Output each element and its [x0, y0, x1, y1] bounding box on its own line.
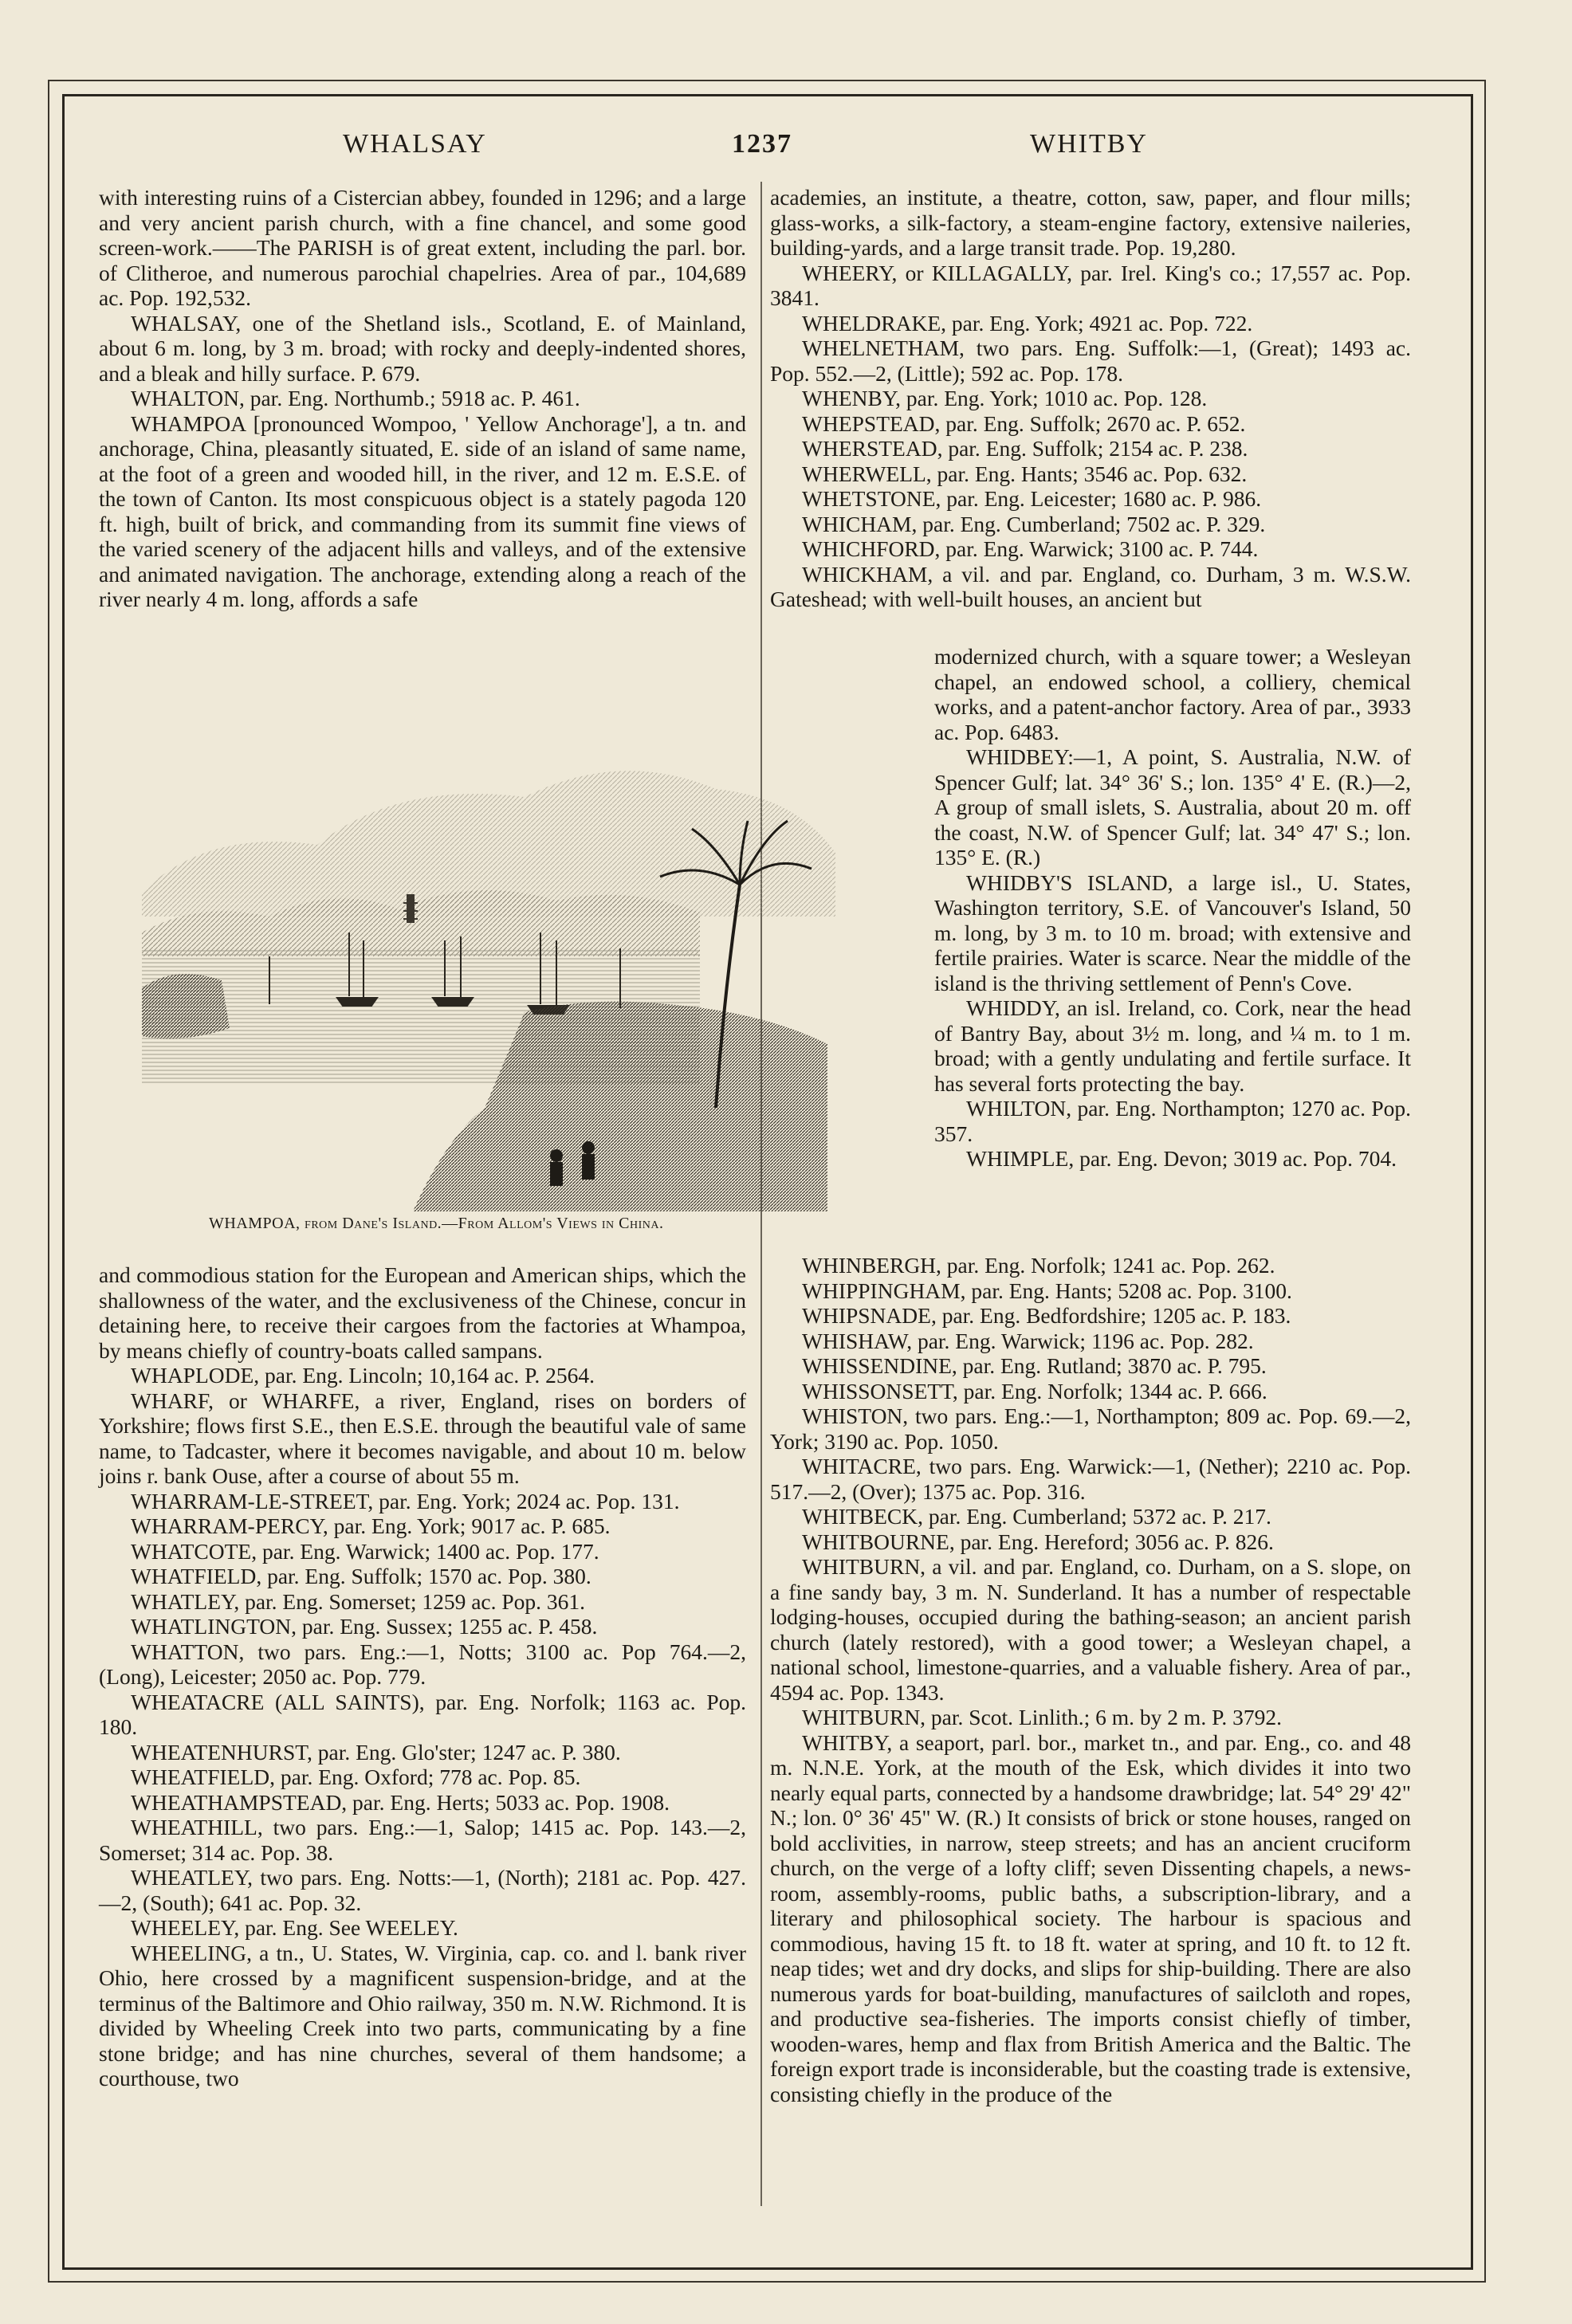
entry-whetstone: WHETSTONE, par. Eng. Leicester; 1680 ac. P. 986. — [802, 486, 1262, 511]
entry-whatley: WHATLEY, par. Eng. Somerset; 1259 ac. Pop. 361. — [131, 1588, 586, 1614]
entry-paragraph: academies, an institute, a theatre, cotton, saw, paper, and flour mills; glass-works, a silk-factory, a steam-engine factory, extensive naileries, building-yards, and a large transit trade. Pop. 19,280. — [770, 185, 1411, 260]
entry-wharram-percy: WHARRAM-PERCY, par. Eng. York; 9017 ac. P. 685. — [131, 1513, 611, 1538]
entry-whichford: WHICHFORD, par. Eng. Warwick; 3100 ac. P. 744. — [802, 536, 1259, 561]
entry-whitacre: WHITACRE, two pars. Eng. Warwick:—1, (Nether); 2210 ac. Pop. 517.—2, (Over); 1375 ac. Pop. 316. — [770, 1454, 1411, 1504]
entry-whelnetham: WHELNETHAM, two pars. Eng. Suffolk:—1, (Great); 1493 ac. Pop. 552.—2, (Little); 592 ac. Pop. 178. — [770, 336, 1411, 386]
entry-whampoa: WHAMPOA [pronounced Wompoo, ' Yellow Anchorage'], a tn. and anchorage, China, pleasantly situated, E. side of an island of same name, at the foot of a green and wooded hill, in the river, and 12 m. E.S.E. of the town of Canton. Its most conspicuous object is a stately pagoda 120 ft. high, built of brick, and commanding from its summit fine views of the varied scenery of the adjacent hills and valleys, and of the extensive and animated navigation. The anchorage, extending along a reach of the river nearly 4 m. long, affords a safe — [99, 410, 746, 611]
entry-whishaw: WHISHAW, par. Eng. Warwick; 1196 ac. Pop. 282. — [802, 1328, 1254, 1353]
entry-paragraph: modernized church, with a square tower; a Wesleyan chapel, an endowed school, a colliery, chemical works, and a patent-anchor factory. Area of par., 3933 ac. Pop. 6483. — [934, 644, 1411, 744]
whampoa-engraving — [110, 693, 875, 1211]
entry-whissonsett: WHISSONSETT, par. Eng. Norfolk; 1344 ac. P. 666. — [802, 1378, 1267, 1403]
entry-wheatacre: WHEATACRE (ALL SAINTS), par. Eng. Norfolk; 1163 ac. Pop. 180. — [99, 1689, 746, 1739]
entry-whilton: WHILTON, par. Eng. Northampton; 1270 ac. Pop. 357. — [934, 1096, 1411, 1146]
entry-wharf: WHARF, or WHARFE, a river, England, rises on borders of Yorkshire; flows first S.E., then E.S.E. through the beautiful vale of same name, to Tadcaster, where it becomes navigable, and about 10 m. below joins r. bank Ouse, after a course of about 55 m. — [99, 1388, 746, 1488]
running-header — [0, 121, 1572, 169]
entry-whatton: WHATTON, two pars. Eng.:—1, Notts; 3100 ac. Pop 764.—2, (Long), Leicester; 2050 ac. Pop. 779. — [99, 1639, 746, 1689]
header-left-guideword: WHALSAY — [343, 129, 487, 159]
entry-whiddy: WHIDDY, an isl. Ireland, co. Cork, near the head of Bantry Bay, about 3½ m. long, and ¼ m. to 1 m. broad; with a gently undulating and fertile surface. It has several forts protecting the bay. — [934, 995, 1411, 1096]
entry-wheldrake: WHELDRAKE, par. Eng. York; 4921 ac. Pop. 722. — [802, 310, 1253, 336]
entry-wheeling: WHEELING, a tn., U. States, W. Virginia, cap. co. and l. bank river Ohio, here crossed by a magnificent suspension-bridge, and at the terminus of the Baltimore and Ohio railway, 350 m. N.W. Richmond. It is divided by Wheeling Creek into two parts, communicating by a fine stone bridge; and has nine churches, several of them handsome; a courthouse, two — [99, 1940, 746, 2090]
right-column-narrow — [934, 644, 1411, 1172]
entry-whenby: WHENBY, par. Eng. York; 1010 ac. Pop. 128. — [802, 386, 1208, 410]
entry-wheeley: WHEELEY, par. Eng. See WEELEY. — [131, 1915, 458, 1940]
illustration-caption: WHAMPOA, from Dane's Island.—From Allom's Views in China. — [209, 1215, 664, 1232]
entry-whalsay: WHALSAY, one of the Shetland isls., Scotland, E. of Mainland, about 6 m. long, by 3 m. broad; with rocky and deeply-indented shores, and a bleak and hilly surface. P. 679. — [99, 310, 746, 386]
entry-wharram-le-street: WHARRAM-LE-STREET, par. Eng. York; 2024 ac. Pop. 131. — [131, 1488, 680, 1513]
entry-whiston: WHISTON, two pars. Eng.:—1, Northampton; 809 ac. Pop. 69.—2, York; 3190 ac. Pop. 1050. — [770, 1403, 1411, 1454]
entry-wherwell: WHERWELL, par. Eng. Hants; 3546 ac. Pop. 632. — [802, 461, 1248, 486]
entry-whidbey: WHIDBEY:—1, A point, S. Australia, N.W. of Spencer Gulf; lat. 34° 36' S.; lon. 135° 4' E. (R.)—2, A group of small islets, S. Australia, about 20 m. off the coast, N.W. of Spencer Gulf; lat. 34° 47' S.; lon. 135° E. (R.) — [934, 744, 1411, 870]
page-number: 1237 — [732, 129, 792, 159]
entry-whatlington: WHATLINGTON, par. Eng. Sussex; 1255 ac. P. 458. — [131, 1614, 598, 1639]
entry-whissendine: WHISSENDINE, par. Eng. Rutland; 3870 ac. P. 795. — [802, 1353, 1267, 1378]
entry-whipsnade: WHIPSNADE, par. Eng. Bedfordshire; 1205 ac. P. 183. — [802, 1303, 1291, 1328]
entry-whatfield: WHATFIELD, par. Eng. Suffolk; 1570 ac. Pop. 380. — [131, 1564, 591, 1588]
entry-wherstead: WHERSTEAD, par. Eng. Suffolk; 2154 ac. P. 238. — [802, 436, 1248, 461]
right-column-bottom — [770, 1253, 1411, 2106]
left-column-top — [99, 185, 746, 612]
entry-wheery: WHEERY, or KILLAGALLY, par. Irel. King's co.; 17,557 ac. Pop. 3841. — [770, 260, 1411, 310]
entry-whidbys-island: WHIDBY'S ISLAND, a large isl., U. States, Washington territory, S.E. of Vancouver's Island, 50 m. long, by 3 m. to 10 m. broad; with extensive and fertile prairies. Water is scarce. Near the middle of the island is the thriving settlement of Penn's Cove. — [934, 870, 1411, 995]
entry-wheathill: WHEATHILL, two pars. Eng.:—1, Salop; 1415 ac. Pop. 143.—2, Somerset; 314 ac. Pop. 38. — [99, 1815, 746, 1865]
entry-wheatenhurst: WHEATENHURST, par. Eng. Glo'ster; 1247 ac. P. 380. — [131, 1739, 621, 1765]
entry-whickham: WHICKHAM, a vil. and par. England, co. Durham, 3 m. W.S.W. Gateshead; with well-built houses, an ancient but — [770, 561, 1411, 611]
left-island — [142, 974, 230, 1038]
entry-whalton: WHALTON, par. Eng. Northumb.; 5918 ac. P. 461. — [131, 386, 580, 410]
entry-wheathampstead: WHEATHAMPSTEAD, par. Eng. Herts; 5033 ac. Pop. 1908. — [131, 1789, 670, 1815]
left-column-bottom — [99, 1262, 746, 2091]
entry-whaplode: WHAPLODE, par. Eng. Lincoln; 10,164 ac. P. 2564. — [131, 1363, 595, 1388]
entry-wheatley: WHEATLEY, two pars. Eng. Notts:—1, (North); 2181 ac. Pop. 427.—2, (South); 641 ac. Pop. 32. — [99, 1865, 746, 1915]
entry-whicham: WHICHAM, par. Eng. Cumberland; 7502 ac. P. 329. — [802, 511, 1266, 536]
entry-paragraph: and commodious station for the European and American ships, which the shallowness of the water, and the exclusiveness of the Chinese, concur in detaining here, to receive their cargoes from the factories at Whampoa, by means chiefly of country-boats called sampans. — [99, 1262, 746, 1363]
entry-whitby: WHITBY, a seaport, parl. bor., market tn., and par. Eng., co. and 48 m. N.N.E. York, at the mouth of the Esk, which divides it into two nearly equal parts, connected by a handsome drawbridge; lat. 54° 29' 42" N.; lon. 0° 36' 45" W. (R.) It consists of brick or stone houses, ranged on bold acclivities, in narrow, steep streets; and has an ancient cruciform church, on the verge of a lofty cliff; seven Dissenting chapels, a news-room, assembly-rooms, public baths, a subscription-library, and a literary and philosophical society. The harbour is spacious and commodious, having 15 ft. to 18 ft. water at spring, and 10 ft. to 12 ft. neap tides; wet and dry docks, and slips for ship-building. There are also numerous yards for boat-building, manufactures of sailcloth and ropes, and productive sea-fisheries. The imports consist chiefly of timber, wooden-wares, hemp and flax from British America and the Baltic. The foreign export trade is inconsiderable, but the coasting trade is extensive, consisting chiefly in the produce of the — [770, 1729, 1411, 2106]
entry-paragraph: with interesting ruins of a Cistercian abbey, founded in 1296; and a large and very ancient parish church, with a fine chancel, and some good screen-work.——The PARISH is of great extent, including the parl. bor. of Clitheroe, and numerous parochial chapelries. Area of par., 104,689 ac. Pop. 192,532. — [99, 185, 746, 310]
entry-whatcote: WHATCOTE, par. Eng. Warwick; 1400 ac. Pop. 177. — [131, 1538, 599, 1564]
entry-whepstead: WHEPSTEAD, par. Eng. Suffolk; 2670 ac. P. 652. — [802, 410, 1246, 436]
entry-whippingham: WHIPPINGHAM, par. Eng. Hants; 5208 ac. Pop. 3100. — [802, 1278, 1292, 1303]
entry-whitburn-durham: WHITBURN, a vil. and par. England, co. Durham, on a S. slope, on a fine sandy bay, 3 m. N. Sunderland. It has a number of respectable lodging-houses, occupied during the bathing-season; an ancient parish church (lately restored), with a good tower; a Wesleyan chapel, a national school, limestone-quarries, and a valuable fishery. Area of par., 4594 ac. Pop. 1343. — [770, 1554, 1411, 1705]
entry-wheatfield: WHEATFIELD, par. Eng. Oxford; 778 ac. Pop. 85. — [131, 1765, 581, 1789]
entry-whitbeck: WHITBECK, par. Eng. Cumberland; 5372 ac. P. 217. — [802, 1504, 1271, 1529]
right-column-top — [770, 185, 1411, 612]
header-right-guideword: WHITBY — [1030, 129, 1148, 159]
entry-whimple: WHIMPLE, par. Eng. Devon; 3019 ac. Pop. 704. — [966, 1146, 1397, 1171]
entry-whitbourne: WHITBOURNE, par. Eng. Hereford; 3056 ac. P. 826. — [802, 1529, 1274, 1554]
entry-whinbergh: WHINBERGH, par. Eng. Norfolk; 1241 ac. Pop. 262. — [802, 1253, 1275, 1278]
entry-whitburn-linlith: WHITBURN, par. Scot. Linlith.; 6 m. by 2 m. P. 3792. — [802, 1705, 1282, 1729]
